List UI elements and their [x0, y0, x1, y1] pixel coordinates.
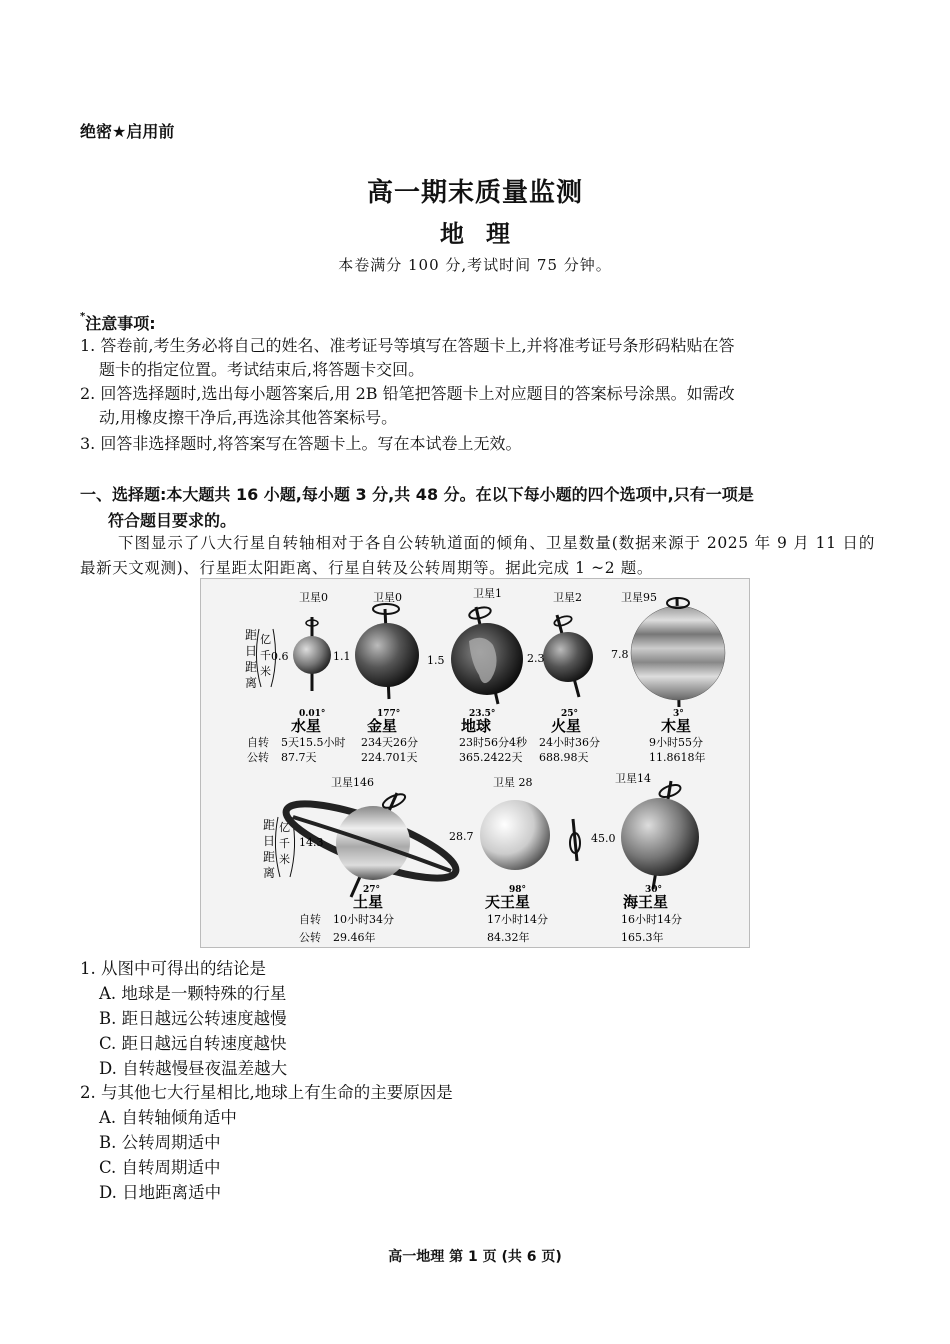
- secret-label: 绝密★启用前: [80, 122, 175, 141]
- mercury-rotation: 5天15.5小时: [281, 736, 346, 749]
- jupiter-satellites: 卫星95: [621, 591, 657, 604]
- saturn-name: 土星: [353, 893, 384, 911]
- jupiter-revolution: 11.8618年: [649, 751, 706, 764]
- dist-label-bot-2: 日: [263, 834, 276, 848]
- jupiter-name: 木星: [661, 717, 692, 735]
- score-info: 本卷满分 100 分,考试时间 75 分钟。: [338, 256, 612, 274]
- page-footer: 高一地理 第 1 页 (共 6 页): [388, 1249, 562, 1265]
- page-title: 高一期末质量监测: [366, 178, 583, 208]
- dist-unit-b-1: 亿: [279, 821, 290, 834]
- dist-unit-1: 亿: [260, 633, 271, 646]
- question-2-option-d: D. 日地距离适中: [99, 1183, 222, 1202]
- venus-revolution: 224.701天: [361, 751, 418, 764]
- saturn-revolution: 29.46年: [333, 931, 376, 944]
- notice-item-1-cont: 题卡的指定位置。考试结束后,将答题卡交回。: [99, 360, 425, 379]
- mercury-tilt: 0.01°: [299, 709, 326, 719]
- jupiter-distance: 7.8: [611, 648, 629, 661]
- uranus-rotation: 17小时14分: [487, 913, 548, 926]
- mars-satellites: 卫星2: [553, 591, 582, 604]
- mars-tilt: 25°: [561, 709, 579, 719]
- rotation-label-1: 自转: [247, 736, 269, 749]
- venus-rotation: 234天26分: [361, 736, 418, 749]
- venus-satellites: 卫星0: [373, 591, 402, 604]
- revolution-label-2: 公转: [299, 931, 321, 944]
- uranus-name: 天王星: [485, 893, 531, 911]
- uranus-satellites: 卫星 28: [493, 776, 533, 789]
- saturn-rotation: 10小时34分: [333, 913, 394, 926]
- question-1-option-c: C. 距日越远自转速度越快: [99, 1034, 287, 1053]
- dist-label-bot-4: 离: [263, 866, 276, 880]
- section-title-cont: 符合题目要求的。: [108, 511, 237, 530]
- question-1-option-b: B. 距日越远公转速度越慢: [99, 1009, 287, 1028]
- section-title: 一、选择题:本大题共 16 小题,每小题 3 分,共 48 分。在以下每小题的四个选项中,只有一项是: [80, 485, 754, 504]
- dist-unit-b-2: 千: [279, 837, 290, 850]
- dist-label-top-4: 离: [245, 676, 258, 690]
- notice-item-2: 2. 回答选择题时,选出每小题答案后,用 2B 铅笔把答题卡上对应题目的答案标号涂黑。如需改: [80, 384, 735, 403]
- earth-name: 地球: [461, 717, 492, 735]
- dist-label-bot-1: 距: [263, 818, 276, 832]
- neptune-planet: [621, 798, 699, 876]
- mars-planet: [543, 632, 593, 682]
- venus-distance: 1.1: [333, 650, 351, 663]
- jupiter-planet: [631, 606, 725, 700]
- neptune-satellites: 卫星14: [615, 772, 651, 785]
- venus-planet: [355, 623, 419, 687]
- dist-label-top-2: 日: [245, 644, 258, 658]
- question-2-option-b: B. 公转周期适中: [99, 1133, 221, 1152]
- mercury-revolution: 87.7天: [281, 751, 317, 764]
- notice-item-3: 3. 回答非选择题时,将答案写在答题卡上。写在本试卷上无效。: [80, 434, 522, 453]
- saturn-satellites: 卫星146: [331, 776, 374, 789]
- revolution-label-1: 公转: [247, 751, 269, 764]
- jupiter-tilt: 3°: [673, 709, 684, 719]
- question-2-option-c: C. 自转周期适中: [99, 1158, 221, 1177]
- neptune-rotation: 16小时14分: [621, 913, 682, 926]
- earth-tilt: 23.5°: [469, 709, 496, 719]
- earth-satellites: 卫星1: [473, 587, 502, 600]
- mars-distance: 2.3: [527, 652, 545, 665]
- mercury-name: 水星: [291, 717, 322, 735]
- subject-title: 地理: [440, 219, 532, 248]
- earth-rotation: 23时56分4秒: [459, 736, 527, 749]
- earth-revolution: 365.2422天: [459, 751, 523, 764]
- venus-tilt: 177°: [377, 709, 401, 719]
- dist-label-bot-3: 距: [263, 850, 276, 864]
- neptune-name: 海王星: [623, 893, 669, 911]
- uranus-tilt: 98°: [509, 885, 527, 895]
- uranus-distance: 28.7: [449, 830, 474, 843]
- mars-name: 火星: [551, 717, 582, 735]
- dist-unit-2: 千: [260, 649, 271, 662]
- question-1-stem: 1. 从图中可得出的结论是: [80, 959, 266, 978]
- uranus-revolution: 84.32年: [487, 931, 530, 944]
- notice-item-1: 1. 答卷前,考生务必将自己的姓名、准考证号等填写在答题卡上,并将准考证号条形码粘贴在答: [80, 336, 735, 355]
- mars-rotation: 24小时36分: [539, 736, 600, 749]
- dist-unit-3: 米: [260, 665, 271, 678]
- mars-revolution: 688.98天: [539, 751, 589, 764]
- notice-title: *注意事项:: [80, 311, 156, 333]
- mercury-planet: [293, 636, 331, 674]
- mercury-distance: 0.6: [271, 650, 289, 663]
- jupiter-rotation: 9小时55分: [649, 736, 703, 749]
- dist-label-top-3: 距: [245, 660, 258, 674]
- neptune-distance: 45.0: [591, 832, 616, 845]
- saturn-distance: 14.3: [299, 836, 324, 849]
- dist-unit-b-3: 米: [279, 853, 290, 866]
- question-1-option-a: A. 地球是一颗特殊的行星: [99, 984, 287, 1003]
- question-2-option-a: A. 自转轴倾角适中: [99, 1108, 237, 1127]
- question-1-option-d: D. 自转越慢昼夜温差越大: [99, 1059, 288, 1078]
- neptune-revolution: 165.3年: [621, 931, 664, 944]
- neptune-tilt: 30°: [645, 885, 663, 895]
- planet-figure: [200, 578, 750, 948]
- section-intro: 下图显示了八大行星自转轴相对于各自公转轨道面的倾角、卫星数量(数据来源于 2025 年 9 月 11 日的最新天文观测)、行星距太阳距离、行星自转及公转周期等。据此完成 1 ~2 题。: [80, 534, 875, 577]
- rotation-label-2: 自转: [299, 913, 321, 926]
- earth-distance: 1.5: [427, 654, 445, 667]
- dist-label-top-1: 距: [245, 628, 258, 642]
- mercury-satellites: 卫星0: [299, 591, 328, 604]
- uranus-planet: [480, 800, 550, 870]
- venus-name: 金星: [367, 717, 398, 735]
- saturn-tilt: 27°: [363, 885, 381, 895]
- notice-item-2-cont: 动,用橡皮擦干净后,再选涂其他答案标号。: [99, 408, 398, 427]
- question-2-stem: 2. 与其他七大行星相比,地球上有生命的主要原因是: [80, 1083, 453, 1102]
